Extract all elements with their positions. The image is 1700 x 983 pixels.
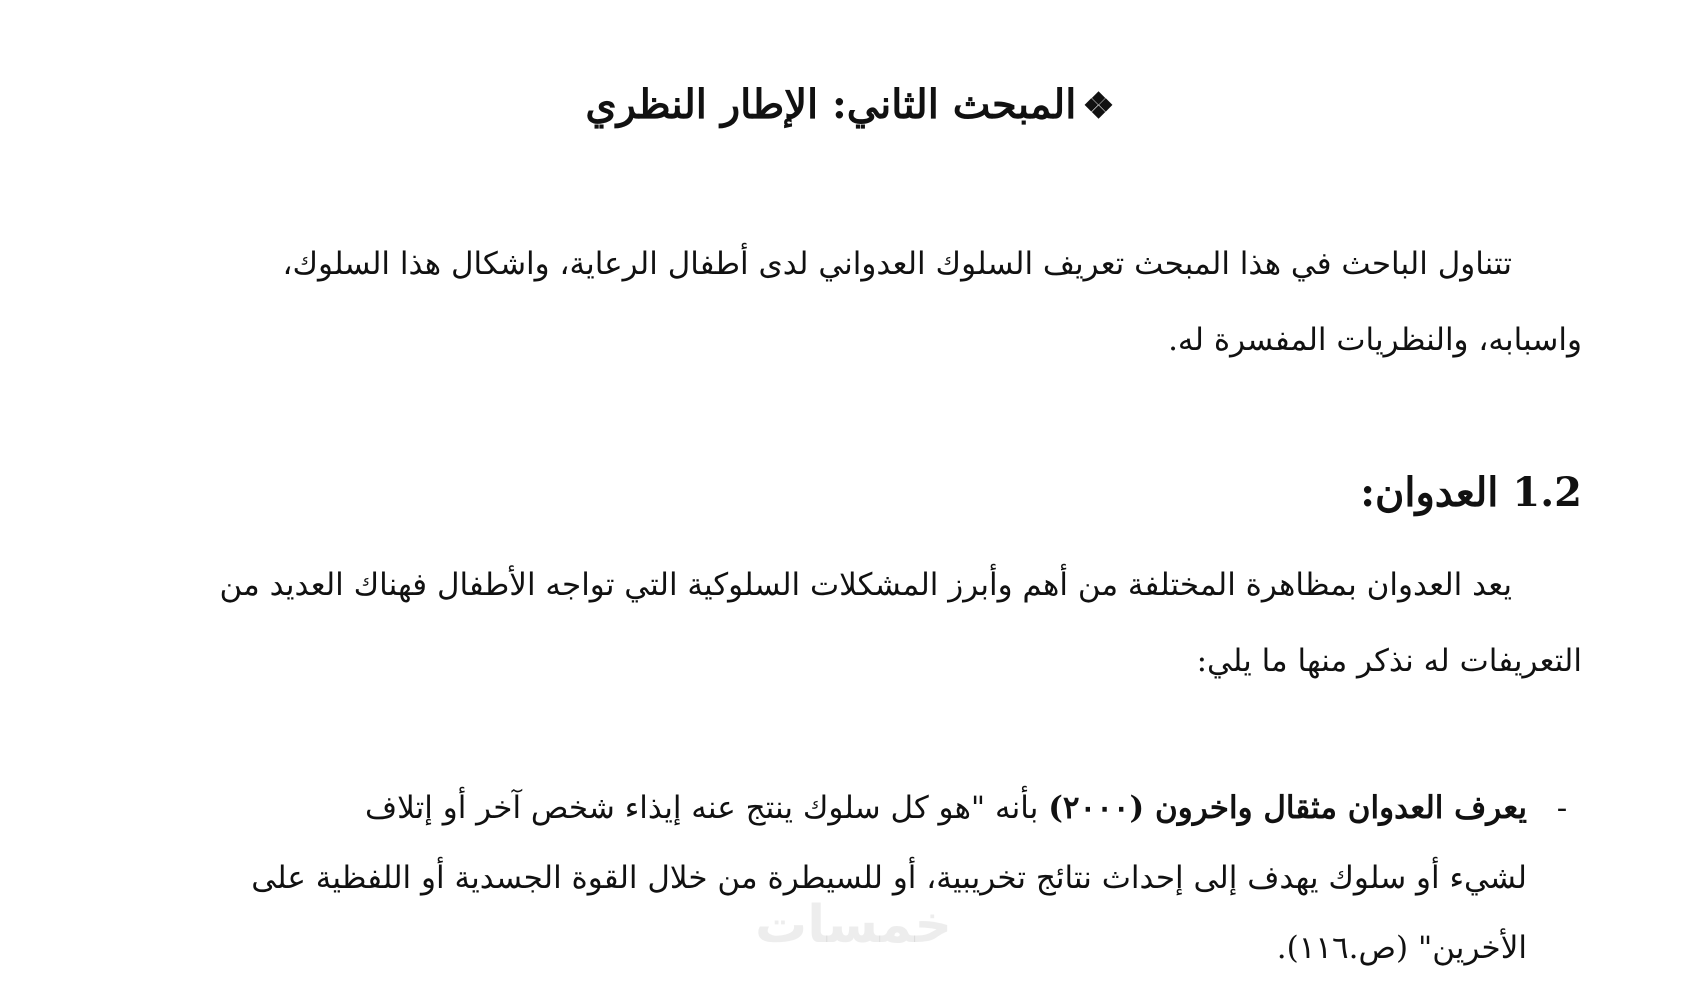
- list-dash: -: [1556, 790, 1568, 826]
- aggression-line-1: يعد العدوان بمظاهرة المختلفة من أهم وأبرز المشكلات السلوكية التي تواجه الأطفال فهناك العديد من: [219, 567, 1512, 603]
- diamond-bullet-icon: ❖: [1082, 85, 1115, 127]
- section-number: 1.2: [1512, 469, 1582, 516]
- section-heading: [1360, 460, 1582, 526]
- watermark-logo: خمسات: [755, 895, 953, 955]
- definition-bold-lead: يعرف العدوان مثقال واخرون (٢٠٠٠): [1048, 790, 1527, 826]
- definition-line-1: [137, 773, 1527, 843]
- intro-line-2: واسبابه، والنظريات المفسرة له.: [1168, 322, 1582, 358]
- aggression-paragraph: [137, 547, 1582, 699]
- intro-line-1: تتناول الباحث في هذا المبحث تعريف السلوك العدواني لدى أطفال الرعاية، واشكال هذا السلوك،: [282, 246, 1512, 282]
- definition-line-1-rest: بأنه "هو كل سلوك ينتج عنه إيذاء شخص آخر أو إتلاف: [365, 790, 1049, 826]
- intro-paragraph: [137, 226, 1582, 378]
- page-title-text: المبحث الثاني: الإطار النظري: [585, 81, 1077, 128]
- page-title: [0, 72, 1700, 139]
- definition-line-3: الأخرين" (ص.١١٦).: [1276, 930, 1527, 966]
- section-title: العدوان:: [1360, 469, 1499, 516]
- aggression-line-2: التعريفات له نذكر منها ما يلي:: [1196, 643, 1582, 679]
- definition-line-2: لشيء أو سلوك يهدف إلى إحداث نتائج تخريبية، أو للسيطرة من خلال القوة الجسدية أو اللفظية على: [251, 860, 1527, 896]
